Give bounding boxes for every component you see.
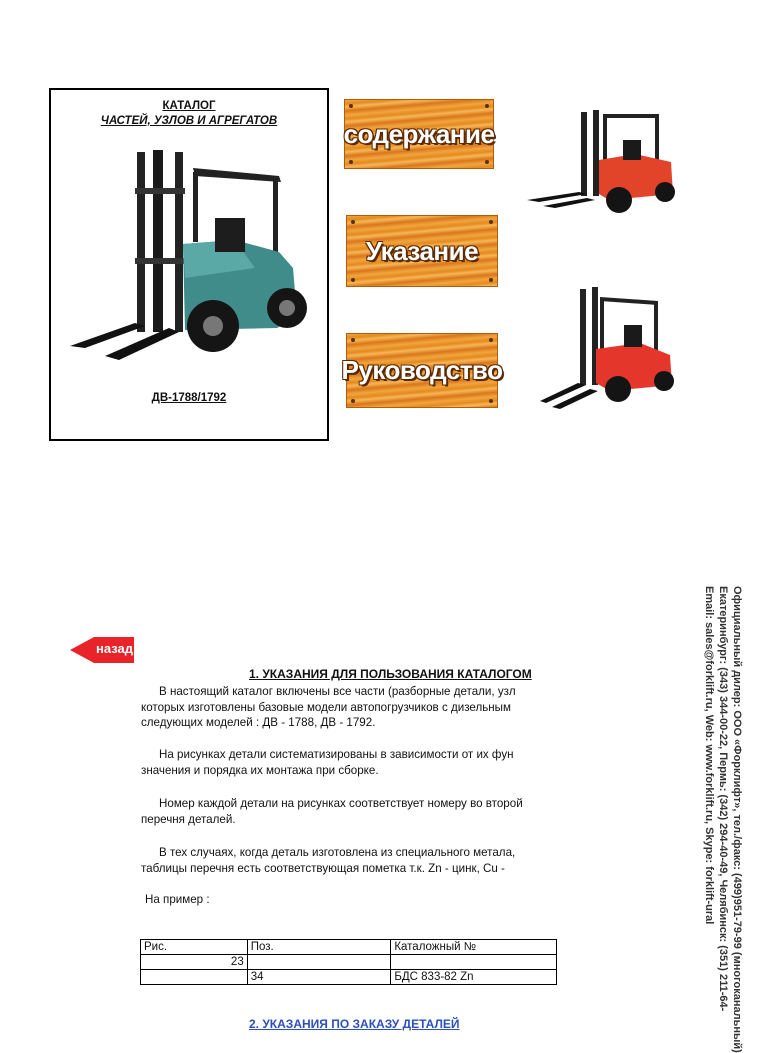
example-label: На пример : [145, 893, 210, 906]
contents-button[interactable] [344, 99, 494, 169]
table-header-row [141, 940, 557, 955]
model-number: ДВ-1788/1792 [151, 392, 227, 404]
forklift-red-image-1 [525, 104, 677, 220]
paragraph-3-line-1: Номер каждой детали на рисунках соответствует номеру во второй [159, 797, 523, 810]
catalog-subtitle: ЧАСТЕЙ, УЗЛОВ И АГРЕГАТОВ [100, 115, 278, 127]
table-header-cell: Каталожный № [391, 940, 557, 955]
table-header-cell: Рис. [141, 940, 248, 955]
paragraph-1-line-3: следующих моделей : ДВ - 1788, ДВ - 1792. [141, 716, 376, 729]
back-button[interactable] [70, 636, 134, 664]
contact-line-2: Екатеринбург: (343) 344-00-22, Пермь: (342) 294-40-49, Челябинск: (351) 211-64- [717, 586, 729, 1012]
table-header-cell: Поз. [247, 940, 391, 955]
table-cell: 23 [141, 955, 248, 970]
paragraph-2-line-1: На рисунках детали систематизированы в зависимости от их фун [159, 748, 514, 761]
paragraph-4 [141, 845, 557, 876]
catalog-title: КАТАЛОГ [162, 100, 216, 112]
paragraph-1 [141, 684, 557, 731]
table-cell: 34 [247, 970, 391, 985]
table-cell: БДС 833-82 Zn [391, 970, 557, 985]
instructions-button-label: Указание [365, 235, 479, 266]
manual-button[interactable] [341, 333, 503, 408]
paragraph-1-line-2: которых изготовлены базовые модели автопогрузчиков с дизельным [141, 700, 511, 714]
forklift-teal-image [65, 148, 315, 380]
table-row [141, 955, 557, 970]
catalog-cover [49, 88, 329, 441]
back-button-label: назад [96, 641, 134, 656]
table-cell [247, 955, 391, 970]
example-table [140, 939, 557, 985]
paragraph-2 [141, 747, 557, 778]
paragraph-3 [141, 796, 557, 827]
contact-line-1: Официальный дилер: ООО «Форклифт», тел./факс: (499)951-79-99 (многоканальный) [731, 586, 743, 1053]
table-cell [141, 970, 248, 985]
paragraph-2-line-2: значения и порядка их монтажа при сборке. [141, 763, 379, 777]
next-section-link[interactable]: 2. УКАЗАНИЯ ПО ЗАКАЗУ ДЕТАЛЕЙ [249, 1017, 460, 1031]
contents-button-label: содержание [343, 118, 495, 149]
table-cell [391, 955, 557, 970]
paragraph-4-line-2: таблицы перечня есть соответствующая пометка т.к. Zn - цинк, Cu - [141, 861, 505, 875]
contact-line-3: Email: sales@forklift.ru, Web: www.forklift.ru, Skype: forklift-ural [703, 586, 715, 925]
paragraph-4-line-1: В тех случаях, когда деталь изготовлена из специального метала, [159, 846, 516, 859]
instructions-button[interactable] [346, 215, 498, 287]
contact-info [703, 586, 750, 1053]
paragraph-1-line-1: В настоящий каталог включены все части (разборные детали, узл [159, 685, 516, 698]
manual-button-label: Руководство [341, 355, 503, 385]
paragraph-3-line-2: перечня деталей. [141, 812, 236, 826]
table-row [141, 970, 557, 985]
forklift-red-image-2 [540, 285, 676, 413]
section-title: 1. УКАЗАНИЯ ДЛЯ ПОЛЬЗОВАНИЯ КАТАЛОГОМ [249, 667, 532, 681]
